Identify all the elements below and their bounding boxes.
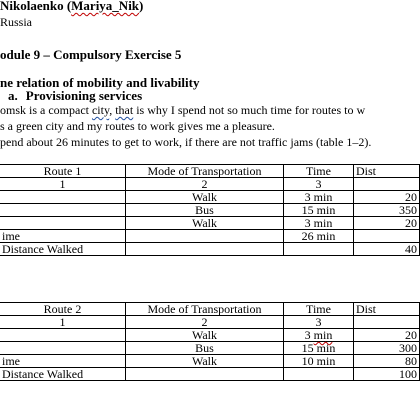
- route-2-table: [0, 302, 420, 381]
- table-row: [0, 355, 420, 368]
- subsection-heading: [8, 88, 142, 104]
- paragraph-text: is why I spend not so much time for routes to w: [133, 103, 366, 117]
- mode-cell: Walk: [126, 191, 284, 204]
- header-cell: Route 2: [0, 303, 126, 316]
- header-cell: Time: [284, 303, 354, 316]
- time-cell: 10 min: [284, 355, 354, 368]
- table-row: [0, 191, 420, 204]
- number-cell: 2: [126, 316, 284, 329]
- table-row: [0, 342, 420, 355]
- distance-walked-label: Distance Walked: [0, 368, 126, 381]
- author-paren: ): [139, 0, 144, 13]
- subsection-marker: a.: [8, 88, 18, 103]
- header-cell: Mode of Transportation: [126, 303, 284, 316]
- distance-walked-value: 40: [354, 243, 420, 256]
- number-cell: 2: [126, 178, 284, 191]
- table-header-row: [0, 303, 420, 316]
- number-cell: [354, 316, 420, 329]
- empty-cell: [284, 368, 354, 381]
- paragraph-line-3: pend about 26 minutes to get to work, if there are not traffic jams (table 1–2).: [0, 135, 372, 149]
- mode-cell: Walk: [126, 217, 284, 230]
- table-number-row: [0, 178, 420, 191]
- table-number-row: [0, 316, 420, 329]
- distance-cell: 350: [354, 204, 420, 217]
- header-cell: Mode of Transportation: [126, 165, 284, 178]
- distance-cell: 20: [354, 329, 420, 342]
- distance-cell: 20: [354, 217, 420, 230]
- number-cell: 3: [284, 178, 354, 191]
- number-cell: 3: [284, 316, 354, 329]
- total-time-label: ime: [0, 355, 126, 368]
- header-cell: Time: [284, 165, 354, 178]
- time-cell: [284, 329, 354, 342]
- table-row: [0, 329, 420, 342]
- time-cell: 15 min: [284, 342, 354, 355]
- table-header-row: [0, 165, 420, 178]
- section-title: ne relation of mobility and livability: [0, 75, 200, 90]
- paragraph-text: ,: [109, 103, 116, 117]
- author-name: Nikolaenko (: [0, 0, 72, 13]
- paragraph-line-1: [0, 103, 365, 118]
- time-cell: 3 min: [284, 191, 354, 204]
- empty-cell: [0, 329, 126, 342]
- author-line: [0, 0, 143, 14]
- paragraph-city: city: [91, 103, 110, 117]
- empty-cell: [0, 217, 126, 230]
- time-unit: min: [313, 328, 333, 342]
- author-nick: Mariya_Nik: [71, 0, 140, 13]
- paragraph-that: that: [115, 103, 134, 117]
- paragraph-line-2: s a green city and my routes to work gives me a pleasure.: [0, 119, 275, 133]
- distance-walked-row: [0, 368, 420, 381]
- time-number: 3: [304, 328, 314, 342]
- distance-cell: 20: [354, 191, 420, 204]
- mode-cell: Bus: [126, 204, 284, 217]
- distance-walked-label: Distance Walked: [0, 243, 126, 256]
- empty-cell: [126, 243, 284, 256]
- module-title: odule 9 – Compulsory Exercise 5: [0, 47, 182, 62]
- subsection-title: Provisioning services: [25, 88, 143, 103]
- distance-walked-value: 100: [354, 368, 420, 381]
- total-time-value: 26 min: [284, 230, 354, 243]
- number-cell: 1: [0, 178, 126, 191]
- distance-cell: 80: [354, 355, 420, 368]
- empty-cell: [0, 191, 126, 204]
- table-row: [0, 204, 420, 217]
- empty-cell: [284, 243, 354, 256]
- header-cell: Route 1: [0, 165, 126, 178]
- number-cell: 1: [0, 316, 126, 329]
- distance-walked-row: [0, 243, 420, 256]
- country-line: Russia: [0, 15, 33, 29]
- empty-cell: [126, 368, 284, 381]
- time-cell: 15 min: [284, 204, 354, 217]
- empty-cell: [0, 204, 126, 217]
- header-cell: Dist: [354, 165, 420, 178]
- mode-cell: Walk: [126, 329, 284, 342]
- empty-cell: [354, 230, 420, 243]
- number-cell: [354, 178, 420, 191]
- table-row: [0, 217, 420, 230]
- header-cell: Dist: [354, 303, 420, 316]
- time-cell: 3 min: [284, 217, 354, 230]
- empty-cell: [0, 342, 126, 355]
- empty-cell: [126, 230, 284, 243]
- route-1-table: [0, 164, 420, 256]
- total-time-label: ime: [0, 230, 126, 243]
- mode-cell: Walk: [126, 355, 284, 368]
- paragraph-text: omsk is a compact: [0, 103, 92, 117]
- total-time-row: [0, 230, 420, 243]
- distance-cell: 300: [354, 342, 420, 355]
- mode-cell: Bus: [126, 342, 284, 355]
